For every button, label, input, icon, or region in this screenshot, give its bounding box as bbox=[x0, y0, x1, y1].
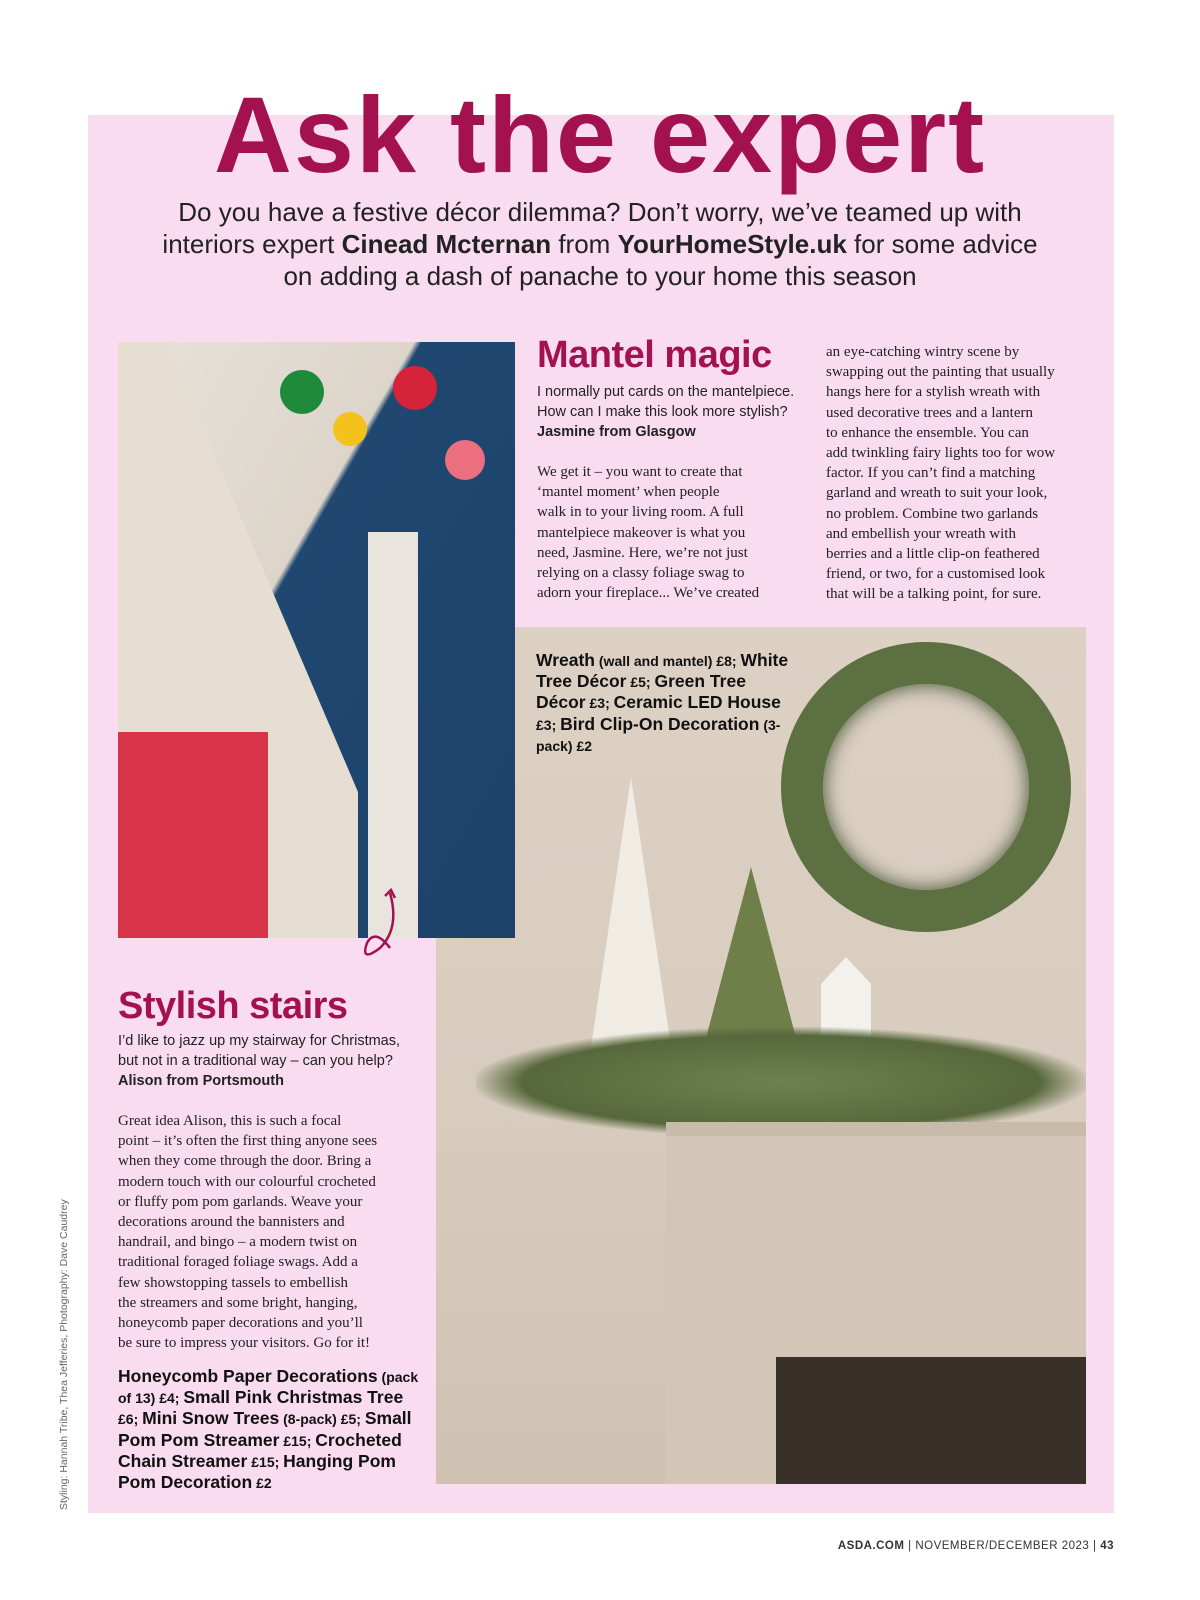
stairs-products bbox=[118, 1366, 423, 1493]
product-name: White Tree Décor bbox=[536, 650, 789, 692]
product-name: Crocheted Chain Streamer bbox=[118, 1429, 402, 1471]
mantel-body-col2: an eye-catching wintry scene by swapping out the painting that usually hangs here for a stylish wreath with used decorative trees and a lantern to enhance the ensemble. You can add twinkling fairy lights too for wow factor. If you can’t find a matching garland and wreath to suit your look, no problem. Combine two garlands and embellish your wreath with berries and a little clip-on feathered friend, or two, for a customised look that will be a talking point, for sure. bbox=[826, 344, 1056, 603]
intro-text-segment: from bbox=[551, 229, 618, 259]
product-detail: £3; bbox=[585, 695, 614, 712]
page-footer bbox=[838, 1540, 1114, 1552]
product-name: Wreath bbox=[536, 650, 595, 670]
expert-name: Cinead Mcternan bbox=[341, 229, 552, 259]
footer-issue: | NOVEMBER/DECEMBER 2023 | bbox=[904, 1540, 1101, 1552]
mantel-heading: Mantel magic bbox=[537, 334, 772, 376]
product-detail: (pack of 13) £4; bbox=[118, 1369, 419, 1407]
product-detail: (8-pack) £5; bbox=[279, 1411, 365, 1428]
stairs-photo bbox=[118, 342, 515, 938]
product-name: Bird Clip-On Decoration bbox=[560, 713, 760, 734]
page-number: 43 bbox=[1100, 1540, 1114, 1552]
product-detail: (wall and mantel) £8; bbox=[595, 653, 741, 669]
product-name: Green Tree Décor bbox=[536, 671, 746, 713]
mantel-question bbox=[537, 382, 819, 443]
curly-arrow-icon bbox=[355, 888, 405, 968]
stairs-question bbox=[118, 1031, 418, 1092]
footer-site: ASDA.COM bbox=[837, 1540, 905, 1552]
product-name: Mini Snow Trees bbox=[142, 1408, 280, 1429]
product-name: Small Pink Christmas Tree bbox=[183, 1387, 404, 1408]
stairs-body: Great idea Alison, this is such a focal point – it’s often the first thing anyone sees when they come through the door. Bring a modern touch with our colourful crocheted or fluffy pom pom garlands. Weave your decorations around the bannisters and handrail, and bingo – a modern twist on traditional foraged foliage swags. Add a few showstopping tassels to embellish the streamers and some bright, hanging, honeycomb paper decorations and you’ll be sure to impress your visitors. Go for it! bbox=[118, 1113, 378, 1352]
product-name: Honeycomb Paper Decorations bbox=[118, 1366, 378, 1386]
photo-credit: Styling: Hannah Tribe, Thea Jefferies, Photography: Dave Caudrey bbox=[58, 1199, 70, 1510]
stairs-heading: Stylish stairs bbox=[118, 985, 348, 1027]
mantel-asker: Jasmine from Glasgow bbox=[537, 424, 696, 441]
stairs-asker: Alison from Portsmouth bbox=[118, 1073, 284, 1090]
product-name: Ceramic LED House bbox=[613, 692, 781, 713]
intro-line: on adding a dash of panache to your home this season bbox=[283, 261, 917, 291]
product-detail: £15; bbox=[247, 1453, 284, 1470]
intro-text-segment: interiors expert bbox=[162, 229, 342, 259]
product-detail: £6; bbox=[118, 1411, 143, 1428]
mantel-question-text: I normally put cards on the mantelpiece. How can I make this look more stylish? bbox=[537, 384, 795, 421]
intro-line bbox=[110, 228, 1090, 260]
intro-line: Do you have a festive décor dilemma? Don’t worry, we’ve teamed up with bbox=[178, 197, 1022, 227]
page-title: Ask the expert bbox=[213, 74, 987, 195]
site-name: YourHomeStyle.uk bbox=[617, 229, 847, 259]
product-detail: £2 bbox=[252, 1475, 272, 1492]
product-detail: £5; bbox=[626, 674, 655, 691]
product-name: Hanging Pom Pom Decoration bbox=[118, 1450, 396, 1493]
product-name: Small Pom Pom Streamer bbox=[118, 1408, 412, 1450]
stairs-question-text: I’d like to jazz up my stairway for Christmas, but not in a traditional way – can you help? bbox=[118, 1033, 401, 1070]
product-detail: £15; bbox=[279, 1432, 316, 1449]
product-detail: £3; bbox=[536, 716, 561, 733]
intro-text bbox=[110, 196, 1090, 292]
mantel-products bbox=[536, 650, 791, 756]
intro-text-segment: for some advice bbox=[846, 229, 1038, 259]
mantel-body-col1: We get it – you want to create that ‘mantel moment’ when people walk in to your living room. A full mantelpiece makeover is what you need, Jasmine. Here, we’re not just relying on a classy foliage swag to adorn your fireplace... We’ve created bbox=[537, 464, 760, 602]
product-detail: (3-pack) £2 bbox=[536, 716, 781, 754]
